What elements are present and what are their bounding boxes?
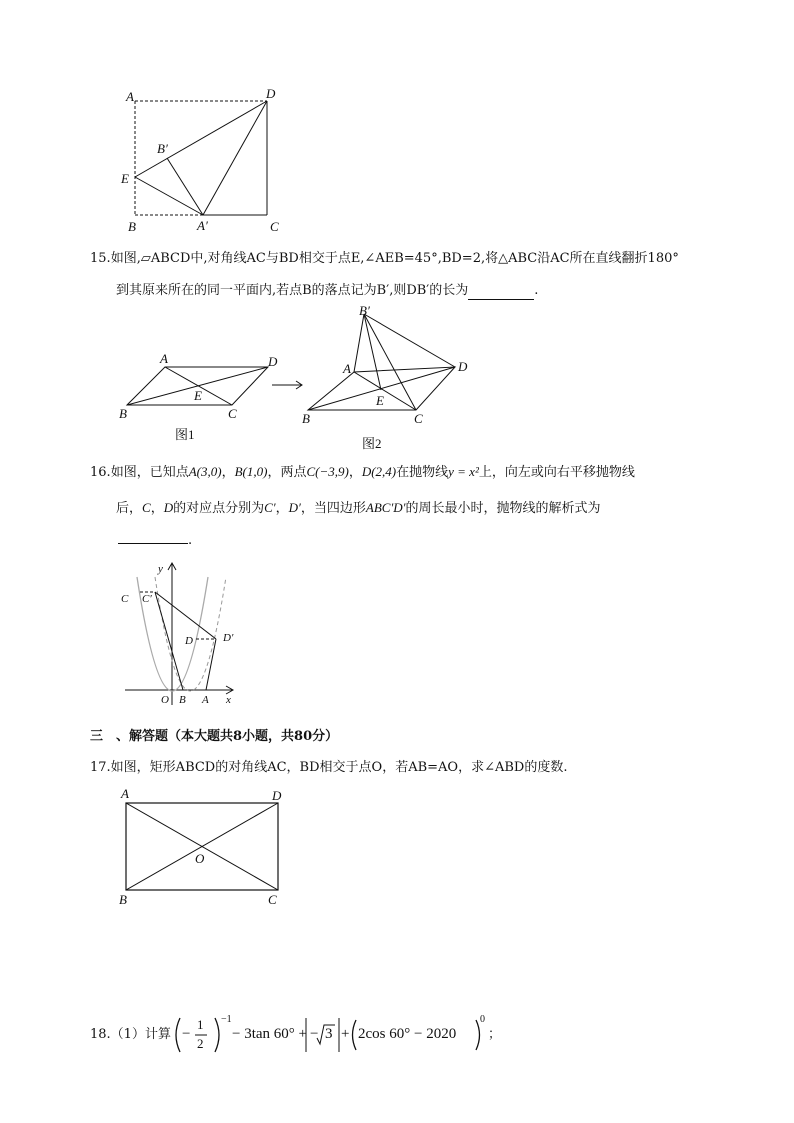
q18-term-2: − 3tan 60° + — [232, 1026, 307, 1042]
figure-q14-drawing — [0, 0, 794, 240]
q16-fig-label-y: y — [158, 563, 163, 575]
q16-text-2d: 的周长最小时，抛物线的解析式为 — [405, 501, 601, 516]
fig2-segment-B1C — [364, 314, 416, 410]
left-paren-1 — [176, 1018, 180, 1052]
q17-label-D: D — [272, 788, 282, 803]
right-paren-2 — [476, 1020, 480, 1050]
q15-figures-drawing — [0, 300, 794, 450]
q15-line-1 — [90, 250, 679, 268]
question-18 — [90, 1014, 690, 1064]
q16-fig-label-C-prime: C′ — [142, 593, 152, 605]
fig1-label-C: C — [228, 406, 237, 421]
q16-point-C: C(−3,9) — [306, 464, 349, 479]
fig2-label-C: C — [414, 411, 423, 426]
q16-fig-label-A: A — [202, 694, 209, 706]
q15-text-2: 到其原来所在的同一平面内,若点B的落点记为B′,则DB′的长为 — [116, 283, 469, 298]
q16-sep-4: ， — [275, 501, 289, 516]
fig1-caption: 图1 — [175, 427, 195, 442]
q16-number: 16. — [90, 465, 111, 480]
q16-line-3 — [118, 531, 192, 550]
q16-answer-blank[interactable] — [118, 531, 188, 544]
segment-DA1 — [203, 101, 267, 215]
q16-fig-label-B: B — [179, 694, 186, 706]
q16-point-A: A(3,0) — [188, 464, 222, 479]
segment-ED — [135, 101, 267, 177]
q15-text-1: 如图,▱ABCD中,对角线AC与BD相交于点E,∠AEB=45°,BD=2,将△ABC沿AC所在直线翻折180° — [110, 251, 679, 266]
q16-text-1b: ，两点 — [267, 465, 307, 480]
fig2-label-B: B — [302, 411, 310, 426]
q15-number: 15. — [90, 251, 111, 266]
fig2-diagonal-AC — [354, 372, 416, 410]
segment-B1A1 — [167, 158, 203, 215]
q16-C-prime: C′ — [264, 500, 276, 515]
q17-label-C: C — [268, 892, 277, 907]
right-paren-1 — [215, 1018, 219, 1052]
q18-end: ； — [488, 1027, 502, 1042]
label-B-prime: B′ — [157, 141, 168, 156]
q16-point-B: B(1,0) — [234, 464, 268, 479]
fig2-caption: 图2 — [362, 436, 382, 451]
q16-fig-label-x: x — [226, 694, 231, 706]
q16-fig-label-C: C — [121, 593, 129, 605]
fig1-label-B: B — [119, 406, 127, 421]
q16-sep-1: ， — [221, 465, 235, 480]
fig2-segment-B1A — [354, 314, 364, 372]
figure-q14 — [0, 0, 794, 240]
q17-text: 17.如图，矩形ABCD的对角线AC，BD相交于点O，若AB=AO，求∠ABD的度数. — [90, 760, 568, 775]
q16-D: D — [163, 500, 174, 515]
fig2-segment-B1E — [364, 314, 381, 390]
q18-exponent-1: −1 — [221, 1014, 232, 1025]
fig2-segment-B1D — [364, 314, 455, 367]
q15-line-2 — [116, 282, 538, 300]
q15-text-end: . — [534, 283, 539, 298]
fig1-label-E: E — [194, 388, 202, 403]
q16-text-2c: ，当四边形 — [300, 501, 366, 516]
q16-line-2 — [116, 499, 601, 518]
q15-figures — [0, 300, 794, 450]
q17-figure-drawing — [0, 780, 794, 910]
segment-EA1 — [135, 177, 203, 215]
q17-label-O: O — [195, 851, 205, 866]
q16-line-1 — [90, 463, 635, 482]
fig1-label-D: D — [268, 354, 278, 369]
q16-text-end: . — [188, 533, 193, 548]
q18-denominator: 2 — [197, 1036, 204, 1051]
q16-text-1a: 如图，已知点 — [110, 465, 189, 480]
q18-term-4: 2cos 60° − 2020 — [358, 1026, 457, 1042]
q16-fig-label-D-prime: D′ — [223, 632, 234, 644]
fig2-label-D: D — [458, 359, 468, 374]
q16-D-prime: D′ — [288, 500, 301, 515]
label-A: A — [126, 89, 134, 104]
q17-label-B: B — [119, 892, 127, 907]
q16-equation: y = x² — [448, 464, 479, 479]
segment-Cp-Dp — [155, 592, 216, 639]
parabola-shifted — [155, 577, 226, 691]
q16-sep-2: ， — [348, 465, 362, 480]
q16-fig-label-O: O — [161, 694, 169, 706]
label-C: C — [270, 219, 279, 234]
label-A-prime: A′ — [197, 218, 208, 233]
fig2-label-E: E — [376, 393, 384, 408]
q16-text-2b: 的对应点分别为 — [173, 501, 265, 516]
q17-label-A: A — [121, 786, 129, 801]
fig1-label-A: A — [160, 351, 168, 366]
q18-minus: − — [182, 1026, 191, 1042]
q16-C: C — [142, 500, 151, 515]
q16-figure-drawing — [0, 555, 794, 715]
label-D: D — [266, 86, 276, 101]
label-B: B — [128, 219, 136, 234]
label-E: E — [121, 171, 129, 186]
q18-prefix: 18.（1）计算 — [90, 1027, 171, 1042]
fig2-label-B-prime: B′ — [359, 303, 370, 318]
q16-text-2a: 后， — [116, 501, 143, 516]
q18-root-radicand: 3 — [325, 1026, 333, 1042]
q16-fig-label-D: D — [185, 635, 193, 647]
q17-figure — [0, 780, 794, 910]
q16-sep-3: ， — [150, 501, 164, 516]
q16-text-1c: 在抛物线 — [396, 465, 449, 480]
section-3-heading: 三 、解答题（本大题共8小题，共80分） — [90, 729, 339, 744]
q16-text-1d: 上，向左或向右平移抛物线 — [478, 465, 635, 480]
q18-exponent-2: 0 — [480, 1014, 485, 1025]
left-paren-2 — [353, 1020, 357, 1050]
q16-figure — [0, 555, 794, 715]
q18-abs-minus: − — [310, 1026, 319, 1042]
q18-numerator: 1 — [197, 1017, 204, 1032]
q15-answer-blank[interactable] — [468, 287, 534, 300]
q18-plus: + — [341, 1026, 350, 1042]
q16-quadrilateral: ABC′D′ — [365, 500, 406, 515]
q16-point-D: D(2,4) — [361, 464, 397, 479]
fig2-label-A: A — [343, 361, 351, 376]
